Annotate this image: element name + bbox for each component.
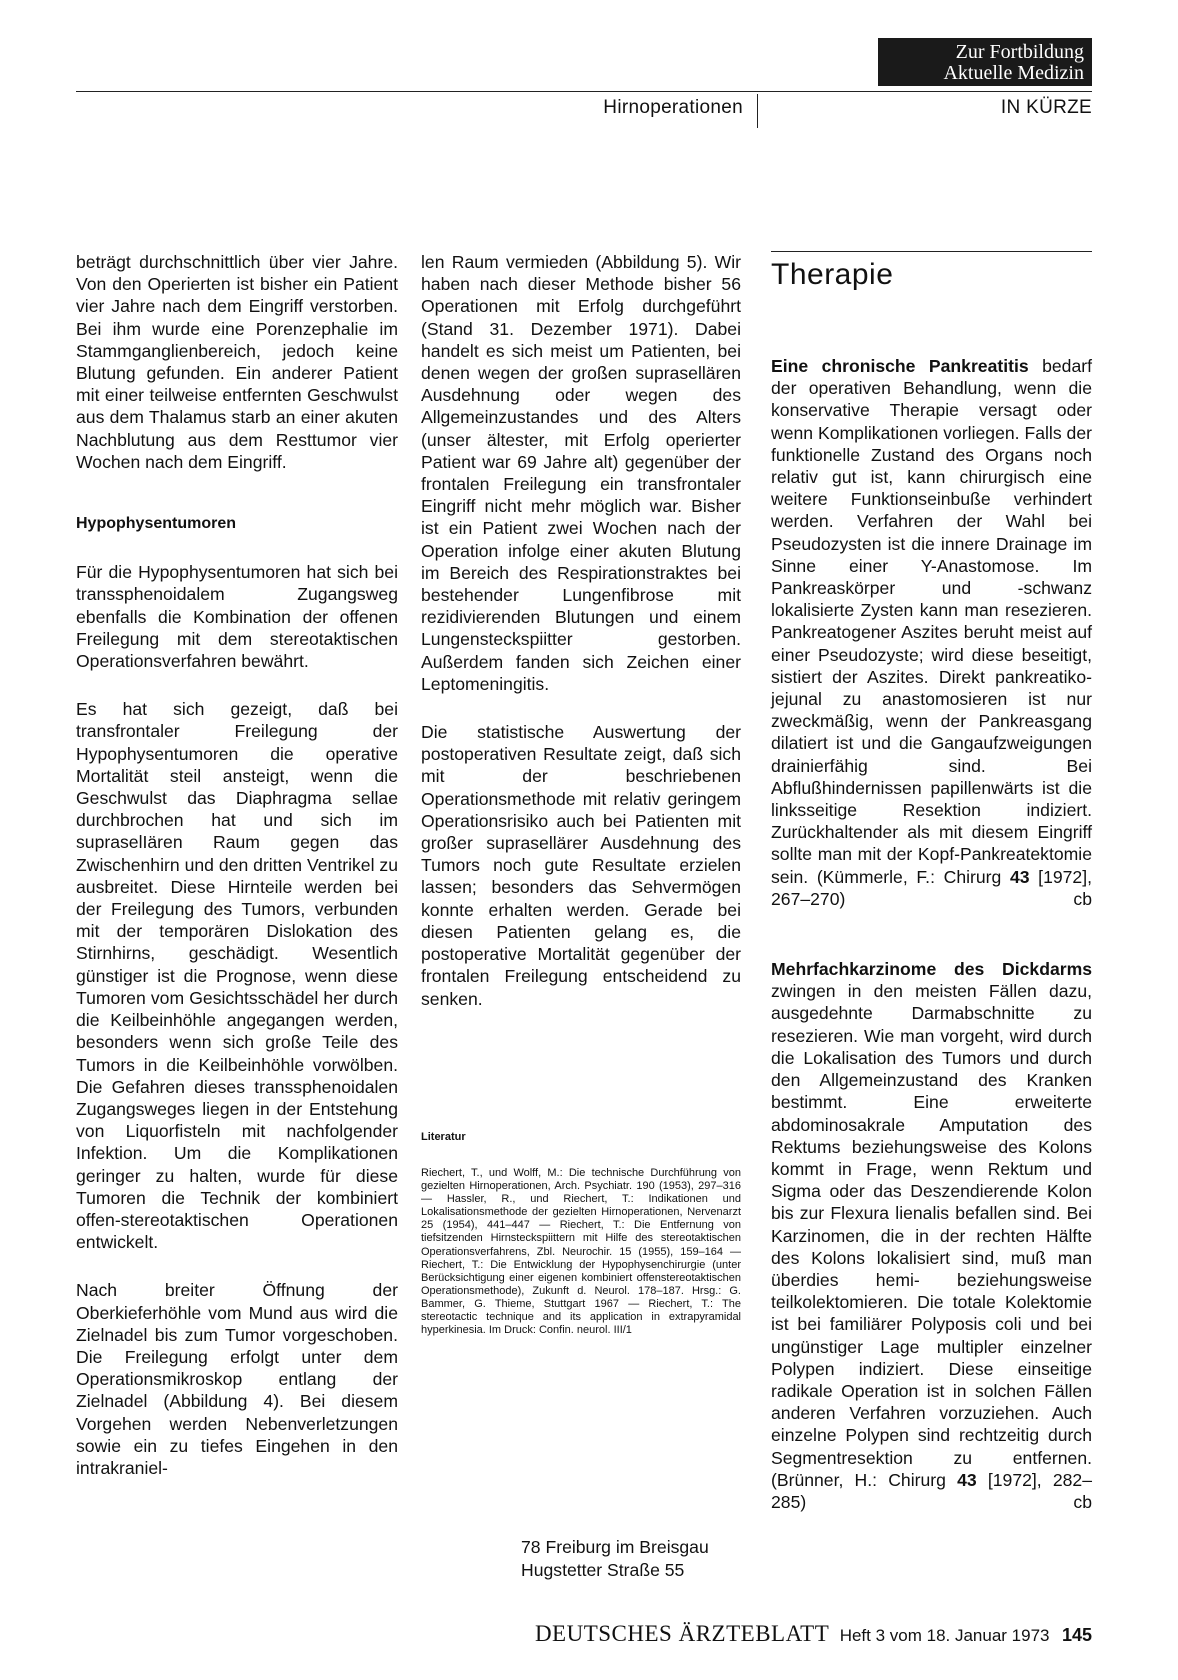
section-heading-hypophysentumoren: Hypophysentumoren: [76, 515, 237, 533]
therapie-rule: [771, 251, 1092, 252]
badge-line-2: Aktuelle Medizin: [943, 62, 1084, 84]
item-1-volume: 43: [1009, 866, 1030, 887]
address-line-2: Hugstetter Straße 55: [521, 1559, 685, 1580]
literature-heading: Literatur: [421, 1131, 466, 1143]
col1-paragraph-4: Nach breiter Öffnung der Oberkieferhöhle vom Mund aus wird die Zielnadel bis zum Tumor vorgeschoben. Die Freilegung erfolgt unter dem Operationsmikroskop entlang der Zielnadel (Abbildung 4). Bei diesem Vorgehen werden Nebenverletzungen sowie ein zu tiefes Eingehen in den intrakraniel-: [76, 1280, 398, 1478]
literature-references: Riechert, T., und Wolff, M.: Die technische Durchführung von gezielten Hirnoperationen, Arch. Psychiatr. 190 (1953), 297–316 — Hassler, R., und Riechert, T.: Indikationen und Lokalisationsmethode der gezielten Hirnoperationen, Nervenarzt 25 (1954), 441–447 — Riechert, T.: Die Entfernung von tiefsitzenden Hirnsteckspiittern mit Hilfe des stereotaktischen Operationsverfahrens, Zbl. Neurochir. 15 (1955), 159–164 — Riechert, T.: Die Entwicklung der Hypophysenchirurgie (unter Berücksichtigung einer eigenen kombiniert offenstereotaktischen Operationsmethode), Zukunft d. Neurol. 178–187. Hrsg.: G. Bammer, G. Thieme, Stuttgart 1967 — Riechert, T.: The stereotactic technique and its application in extrapyramidal hyperkinesia. Im Druck: Confin. neurol. III/1: [421, 1167, 741, 1337]
item-1-text: bedarf der operativen Behandlung, wenn die konservative Therapie versagt oder wenn Komplikationen vorliegen. Falls der funktionelle Zustand des Organs noch relativ gut ist, kann chirurgisch eine weitere Funktionseinbuße verhindert werden. Verfahren der Wahl bei Pseudozysten ist die innere Drainage im Sinne einer Y-Anastomose. Im Pankreaskörper und -schwanz lokalisierte Zysten kann man resezieren. Pankreatogener Aszites beruht meist auf einer Pseudozyste; wird diese beseitigt, sistiert der Aszites. Direkt pankreatiko-jejunal zu anastomosieren ist nur zweckmäßig, wenn der Pankreasgang dilatiert ist und die Gangaufzweigungen drainierfähig sind. Bei Abflußhindernissen papillenwärts ist die linksseitige Resektion indiziert. Zurückhaltender als mit diesem Eingriff sollte man mit der Kopf-Pankreatektomie sein. (Kümmerle, F.: Chirurg: [771, 356, 1092, 887]
item-2-text: zwingen in den meisten Fällen dazu, ausgedehnte Darmabschnitte zu resezieren. Wie man vorgeht, wird durch die Lokalisation des Tumors und durch den Allgemeinzustand des Kranken bestimmt. Eine erweiterte abdominosakrale Amputation des Rektums beziehungsweise des Kolons kommt in Frage, wenn Rektum und Sigma oder das Deszendierende Kolon bis zur Flexura lienalis befallen sind. Bei Karzinomen, die in der rechten Hälfte des Kolons lokalisiert sind, muß man überdies hemi- beziehungsweise teilkolektomieren. Die totale Kolektomie ist bei familiärer Polyposis coli und bei ungünstiger Lage multipler einzelner Polypen indiziert. Diese einseitige radikale Operation ist in solchen Fällen anderen Verfahren vorzuziehen. Auch einzelne Polypen sind rechtzeitig durch Segmentresektion zu entfernen. (Brünner, H.: Chirurg: [771, 981, 1092, 1490]
section-badge: [878, 38, 1092, 86]
item-2-volume: 43: [957, 1469, 977, 1490]
running-head-right: IN KÜRZE: [1000, 97, 1092, 118]
therapie-item-dickdarm: [771, 958, 1092, 1513]
column-1: [76, 251, 398, 1505]
running-head-left: Hirnoperationen: [603, 97, 743, 118]
page-footer: [470, 1621, 1092, 1647]
item-1-reference: [1972], 267–270): [771, 866, 1092, 909]
item-2-signature: cb: [1073, 1491, 1092, 1512]
header-rule: [76, 91, 1092, 92]
therapie-title: Therapie: [771, 258, 894, 291]
therapie-item-pankreatitis: [771, 355, 1092, 910]
col1-paragraph-3: Es hat sich gezeigt, daß bei transfrontaler Freilegung der Hypophysentumoren die operative Mortalität steil ansteigt, wenn die Geschwulst das Diaphragma sellae durchbrochen hat und sich im supraselIären Raum gegen das Zwischenhirn und den dritten Ventrikel zu ausbreitet. Diese Hirnteile werden bei der Freilegung des Tumors, verbunden mit der temporären Dislokation des Stirnhirns, geschädigt. Wesentlich günstiger ist die Prognose, wenn diese Tumoren vom Gesichtsschädel her durch die Keilbeinhöhle angegangen werden, besonders wenn sich große Teile des Tumors in die Keilbeinhöhle vorwölben. Die Gefahren dieses transsphenoidalen Zugangsweges liegen in der Entstehung von Liquorfisteln mit nachfolgender Infektion. Um die Komplikationen geringer zu halten, wurde für diese Tumoren die Technik der kombiniert offen-stereotaktischen Operationen entwickelt.: [76, 699, 398, 1253]
issue-info: Heft 3 vom 18. Januar 1973: [839, 1626, 1050, 1645]
header-divider: [757, 94, 758, 128]
page-number: 145: [1061, 1625, 1092, 1645]
col1-paragraph-1: beträgt durchschnittlich über vier Jahre. Von den Operierten ist bisher ein Patient vier Jahre nach dem Eingriff verstorben. Bei ihm wurde eine Porenzephalie im Stammganglienbereich, jedoch keine Blutung gefunden. Ein anderer Patient mit einer teilweise entfernten Geschwulst aus dem Thalamus starb an einer akuten Nachblutung aus dem Resttumor vier Wochen nach dem Eingriff.: [76, 252, 398, 472]
col2-paragraph-2: Die statistische Auswertung der postoperativen Resultate zeigt, daß sich mit der beschriebenen Operationsmethode mit relativ geringem Operationsrisiko auch bei Patienten mit großer suprasellärer Ausdehnung des Tumors noch gute Resultate erzielen lassen; besonders das Sehvermögen konnte erhalten werden. Gerade bei diesen Patienten gelang es, die postoperative Mortalität gegenüber der frontalen Freilegung entscheidend zu senken.: [421, 722, 741, 1009]
col2-paragraph-1: len Raum vermieden (Abbildung 5). Wir haben nach dieser Methode bisher 56 Operationen mit Erfolg durchgeführt (Stand 31. Dezember 1971). Dabei handelt es sich meist um Patienten, bei denen wegen der großen suprasellären Ausdehnung oder wegen des Allgemeinzustandes und des Alters (unser ältester, mit Erfolg operierter Patient war 69 Jahre alt) gegenüber der frontalen Freilegung ein transfrontaler Eingriff nicht mehr möglich war. Bisher ist ein Patient zwei Wochen nach der Operation infolge einer akuten Blutung im Bereich des Respirationstraktes bei bestehender Lungenfibrose mit rezidivierenden Blutungen und einem Lungensteckspiitter gestorben. Außerdem fanden sich Zeichen einer Leptomeningitis.: [421, 252, 741, 694]
item-2-reference: [1972], 282–285): [771, 1469, 1092, 1512]
address-line-1: 78 Freiburg im Breisgau: [521, 1537, 709, 1557]
item-1-signature: cb: [1073, 888, 1092, 909]
journal-masthead: DEUTSCHES ÄRZTEBLATT: [534, 1621, 830, 1646]
column-3: [771, 355, 1092, 1539]
author-address: [521, 1536, 709, 1581]
column-2: [421, 251, 741, 1036]
item-2-lead: Mehrfachkarzinome des Dickdarms: [771, 959, 1092, 980]
col1-paragraph-2: Für die Hypophysentumoren hat sich bei transsphenoidalem Zugangsweg ebenfalls die Kombination der offenen Freilegung mit dem stereotaktischen Operationsverfahren bewährt.: [76, 562, 398, 672]
item-1-lead: Eine chronische Pankreatitis: [771, 356, 1029, 376]
badge-line-1: Zur Fortbildung: [955, 41, 1084, 63]
